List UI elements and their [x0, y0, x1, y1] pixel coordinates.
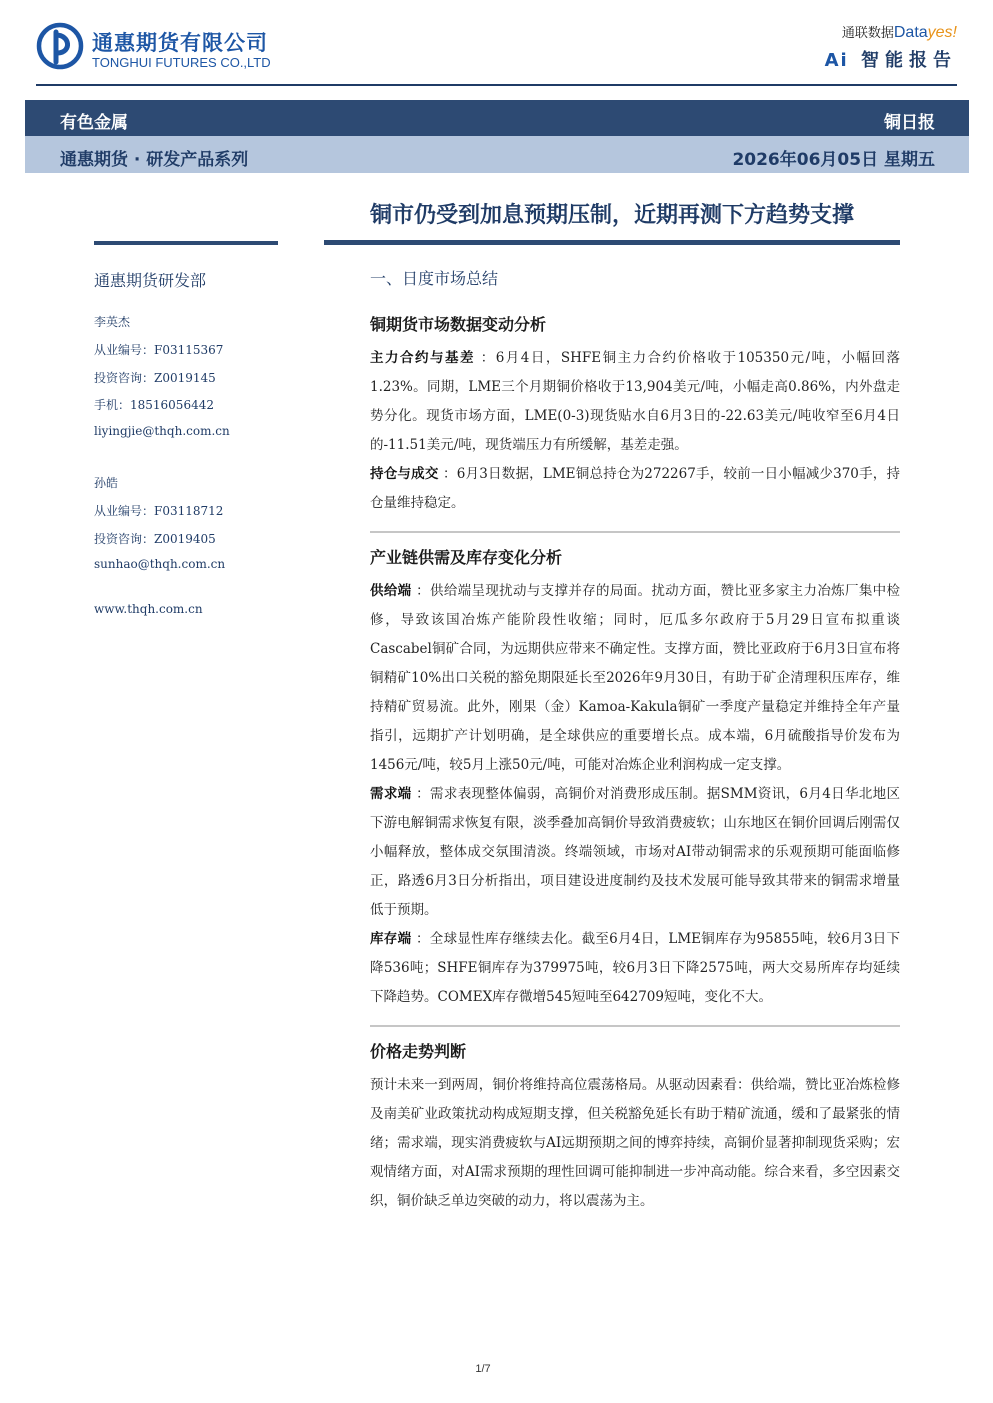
analyst-consult-id: 投资咨询：Z0019405	[94, 532, 216, 546]
ai-mark: Ai	[824, 50, 849, 71]
chain-heading: 产业链供需及库存变化分析	[370, 548, 563, 567]
section-divider	[370, 1025, 900, 1027]
partner-yes: yes!	[927, 24, 957, 41]
inventory-paragraph	[370, 925, 900, 1012]
brand-name-en: TONGHUI FUTURES CO.,LTD	[92, 55, 271, 70]
ai-report-mark	[825, 46, 957, 72]
series-label: 通惠期货 · 研发产品系列	[60, 150, 249, 170]
category-band	[25, 100, 969, 136]
report-date: 2026年06月05日 星期五	[732, 150, 935, 170]
report-title: 铜市仍受到加息预期压制，近期再测下方趋势支撑	[369, 203, 854, 228]
partner-prefix: 通联数据	[841, 26, 894, 41]
analyst-license: 从业编号：F03118712	[94, 504, 224, 518]
outlook-heading: 价格走势判断	[370, 1042, 467, 1061]
header-divider	[36, 84, 957, 86]
title-underline	[324, 240, 900, 245]
category-label: 有色金属	[60, 113, 128, 133]
brand-name-cn: 通惠期货有限公司	[92, 31, 268, 55]
section-divider	[370, 531, 900, 533]
partner-logo	[825, 22, 957, 72]
analyst-email[interactable]: liyingjie@thqh.com.cn	[94, 424, 230, 438]
contract-basis-text: ：6月4日，SHFE铜主力合约价格收于105350元/吨，小幅回落1.23%。同期，LME三个月期铜价格收于13,904美元/吨，小幅走高0.86%，内外盘走势分化。现货市场方面，LME(0-3)现货贴水自6月3日的-22.63美元/吨收窄至6月4日的-11.51美元/吨，现货端压力有所缓解，基差走强。	[370, 350, 901, 453]
report-type-label: 铜日报	[884, 113, 935, 133]
contract-basis-label: 主力合约与基差	[370, 350, 475, 366]
datayes-logo	[825, 22, 957, 42]
futures-heading: 铜期货市场数据变动分析	[370, 315, 547, 334]
analyst-consult-id: 投资咨询：Z0019145	[94, 371, 216, 385]
supply-label: 供给端	[370, 583, 412, 599]
supply-paragraph	[370, 577, 900, 780]
contract-basis-paragraph	[370, 344, 900, 460]
analyst-name: 孙皓	[94, 476, 119, 490]
demand-text: ：需求表现整体偏弱，高铜价对消费形成压制。据SMM资讯，6月4日华北地区下游电解铜需求恢复有限，淡季叠加高铜价导致消费疲软；山东地区在铜价回调后刚需仅小幅释放，整体成交氛围清淡。终端领域，市场对AI带动铜需求的乐观预期可能面临修正，路透6月3日分析指出，项目建设进度制约及技术发展可能导致其带来的铜需求增量低于预期。	[370, 786, 901, 918]
tonghui-logo-icon	[36, 22, 84, 70]
inventory-text: ：全球显性库存继续去化。截至6月4日，LME铜库存为95855吨，较6月3日下降536吨；SHFE铜库存为379975吨，较6月3日下降2575吨，两大交易所库存均延续下降趋势。COMEX库存微增545短吨至642709短吨，变化不大。	[370, 931, 900, 1005]
outlook-paragraph: 预计未来一到两周，铜价将维持高位震荡格局。从驱动因素看：供给端，赞比亚冶炼检修及南美矿业政策扰动构成短期支撑，但关税豁免延长有助于精矿流通，缓和了最紧张的情绪；需求端，现实消费疲软与AI远期预期之间的博弈持续，高铜价显著抑制现货采购；宏观情绪方面，对AI需求预期的理性回调可能抑制进一步冲高动能。综合来看，多空因素交织，铜价缺乏单边突破的动力，将以震荡为主。	[370, 1077, 900, 1209]
position-paragraph	[370, 460, 900, 518]
demand-paragraph	[370, 780, 900, 925]
section-title: 一、日度市场总结	[370, 269, 499, 288]
partner-data: Data	[893, 24, 928, 41]
analyst-name: 李英杰	[94, 315, 131, 329]
demand-label: 需求端	[370, 786, 412, 802]
department-name: 通惠期货研发部	[94, 271, 207, 290]
sidebar-top-rule	[94, 241, 278, 245]
website-link[interactable]: www.thqh.com.cn	[94, 602, 203, 616]
analyst-phone: 手机：18516056442	[94, 398, 214, 412]
position-label: 持仓与成交	[370, 466, 439, 482]
position-text: ：6月3日数据，LME铜总持仓为272267手，较前一日小幅减少370手，持仓量维持稳定。	[370, 466, 900, 511]
page-number: 1/7	[475, 1363, 491, 1375]
main-content	[370, 266, 900, 1216]
supply-text: ：供给端呈现扰动与支撑并存的局面。扰动方面，赞比亚多家主力冶炼厂集中检修，导致该国冶炼产能阶段性收缩；同时，厄瓜多尔政府于5月29日宣布拟重谈Cascabel铜矿合同，为远期供应带来不确定性。支撑方面，赞比亚政府于6月3日宣布将铜精矿10%出口关税的豁免期限延长至2026年9月30日，有助于矿企清理积压库存，维持精矿贸易流。此外，刚果（金）Kamoa-Kakula铜矿一季度产量稳定并维持全年产量指引，远期扩产计划明确，是全球供应的重要增长点。成本端，6月硫酸指导价发布为1456元/吨，较5月上涨50元/吨，可能对冶炼企业利润构成一定支撑。	[370, 583, 901, 773]
analyst-email[interactable]: sunhao@thqh.com.cn	[94, 557, 226, 571]
inventory-label: 库存端	[370, 931, 412, 947]
ai-report-label: 智能报告	[861, 50, 957, 71]
analyst-license: 从业编号：F03115367	[94, 343, 224, 357]
